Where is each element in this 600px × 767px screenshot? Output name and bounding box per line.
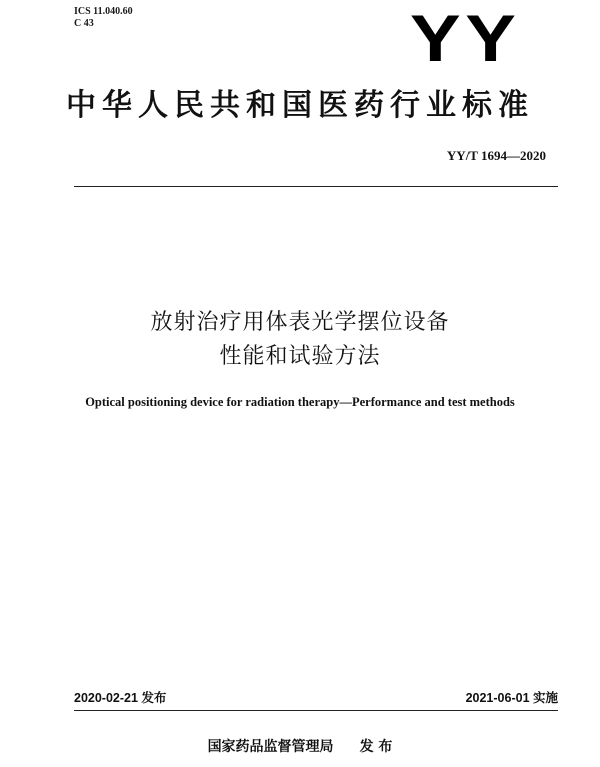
date-row xyxy=(74,690,558,706)
implement-date: 2021-06-01 实施 xyxy=(465,691,558,705)
title-zh-line2: 性能和试验方法 xyxy=(219,344,381,369)
bottom-divider xyxy=(74,710,558,711)
standard-number: YY/T 1694—2020 xyxy=(446,148,546,163)
ics-code: ICS 11.040.60 xyxy=(74,6,133,17)
issue-label: 发 布 xyxy=(359,739,393,755)
issuer-name: 国家药品监督管理局 xyxy=(207,739,334,755)
top-divider xyxy=(74,186,558,187)
ccs-code: C 43 xyxy=(74,18,94,29)
issuer-line xyxy=(0,738,600,756)
title-zh-line1: 放射治疗用体表光学摆位设备 xyxy=(150,310,450,335)
org-title: 中华人民共和国医药行业标准 xyxy=(66,88,534,123)
publish-date: 2020-02-21 发布 xyxy=(74,691,167,705)
classification-codes xyxy=(74,6,133,30)
yy-logo: YY xyxy=(410,1,521,75)
title-zh xyxy=(0,306,600,374)
title-en: Optical positioning device for radiation therapy—Performance and test methods xyxy=(85,395,515,409)
